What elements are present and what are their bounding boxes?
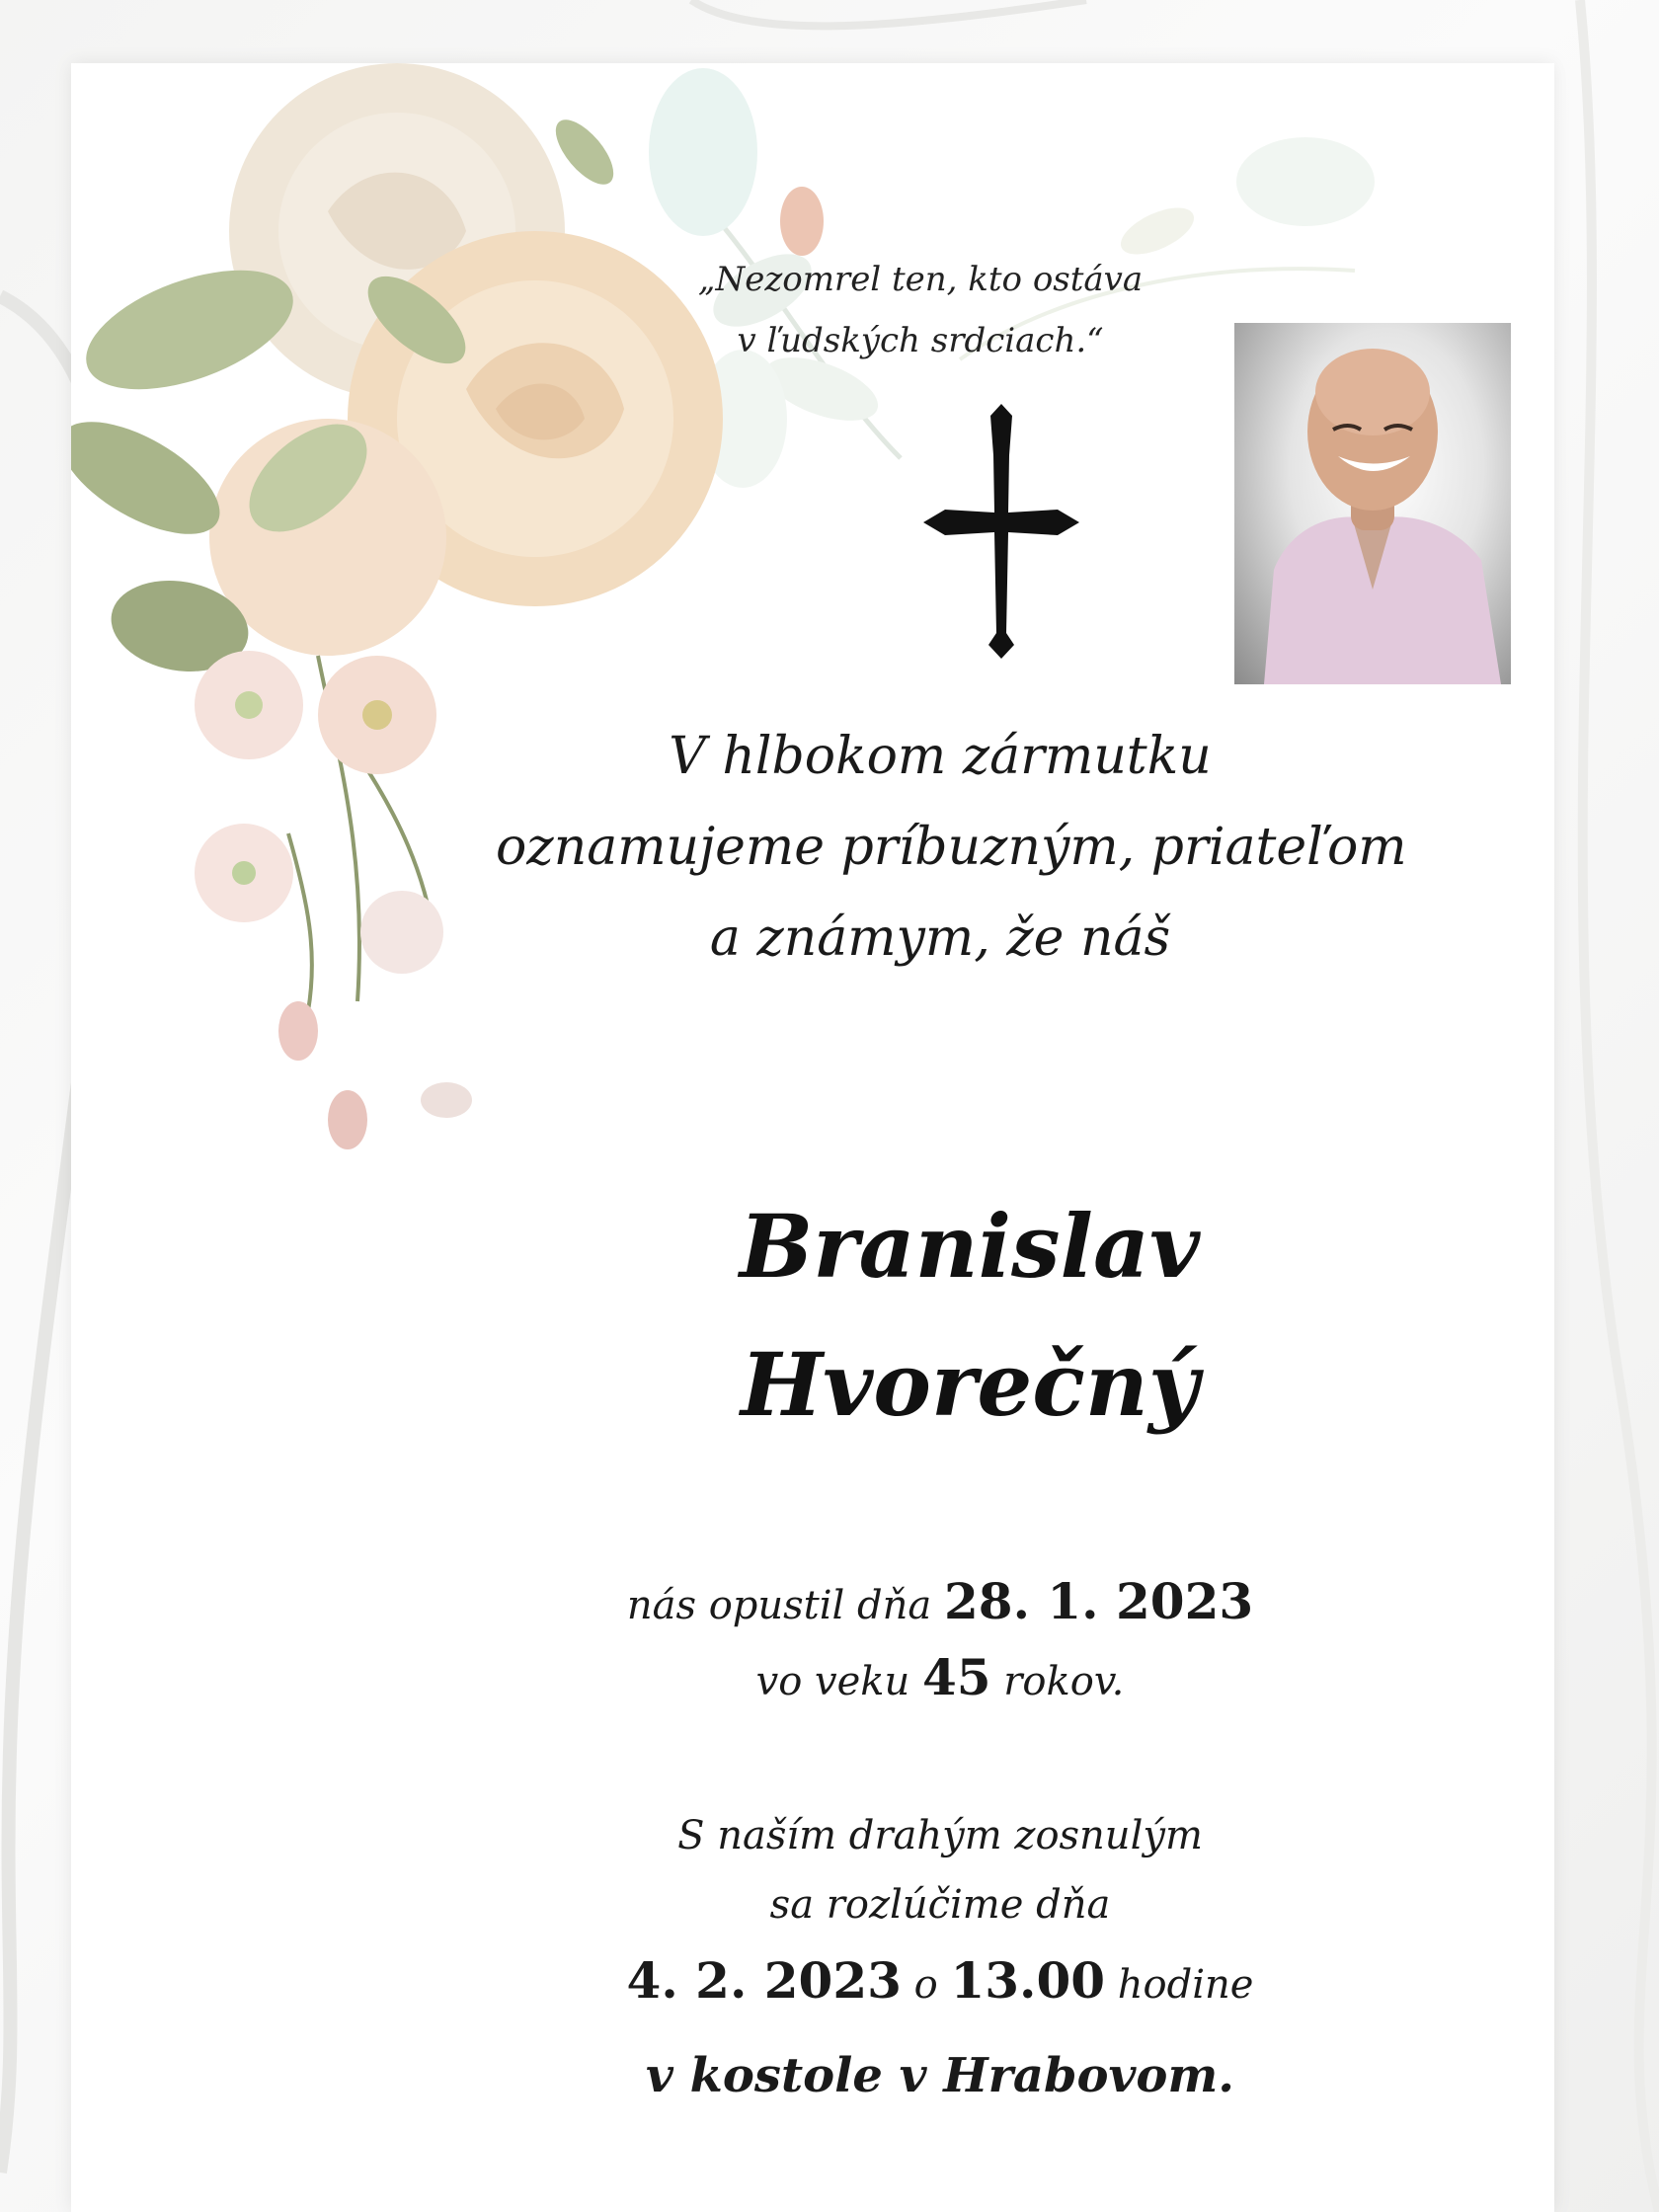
obituary-card [71,63,1554,2212]
deceased-name [624,1177,1315,1454]
farewell-line-2: sa rozlúčime dňa [769,1882,1111,1928]
farewell-date: 4. 2. 2023 [626,1951,902,2010]
announcement-line-2: oznamujeme príbuzným, priateľom [496,818,1407,877]
death-date: 28. 1. 2023 [943,1572,1254,1630]
quote-line-1: „Nezomrel ten, kto ostáva [697,260,1144,299]
farewell-line-1: S naším drahým zosnulým [677,1813,1203,1858]
announcement-text [496,711,1407,984]
farewell-connector: o [913,1962,938,2008]
death-prefix: nás opustil dňa [626,1583,932,1628]
cross-icon [923,404,1079,659]
age-prefix: vo veku [755,1659,910,1704]
farewell-place: v kostole v Hrabovom. [646,2048,1234,2103]
age-value: 45 [921,1648,991,1706]
announcement-line-3: a známym, že náš [709,908,1171,968]
age-line [496,1648,1384,1706]
first-name: Branislav [739,1195,1201,1298]
portrait-figure [1234,323,1511,684]
death-date-line [496,1572,1384,1630]
quote-line-2: v ľudských srdciach.“ [737,321,1104,360]
farewell-datetime-line [496,1951,1384,2010]
farewell-time-suffix: hodine [1117,1962,1254,2008]
announcement-line-1: V hlbokom zármutku [669,727,1212,786]
last-name: Hvorečný [740,1333,1200,1436]
portrait-photo [1234,323,1511,684]
farewell-time: 13.00 [950,1951,1106,2010]
age-suffix: rokov. [1003,1659,1125,1704]
epigraph-quote [624,249,1217,371]
